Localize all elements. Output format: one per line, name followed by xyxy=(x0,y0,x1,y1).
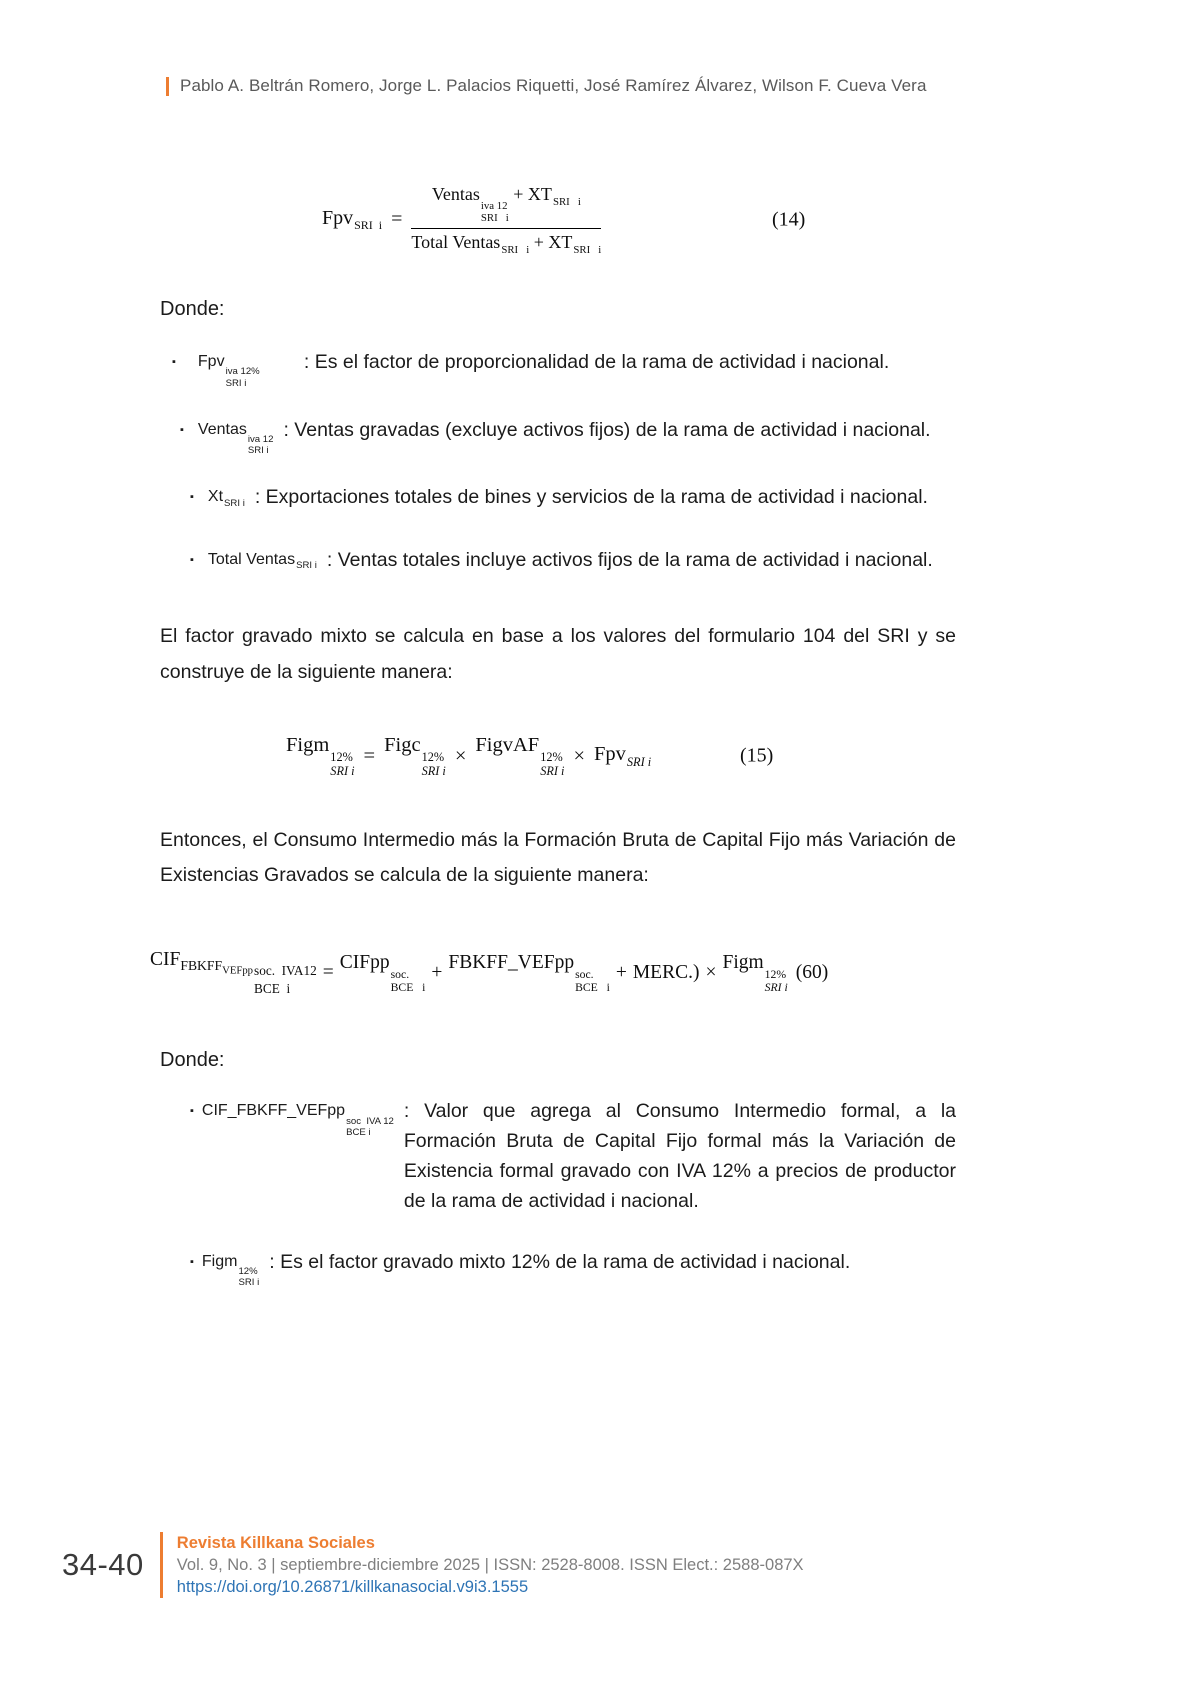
eq14-den-xt-sub: SRI i xyxy=(573,243,602,256)
eq14-number: (14) xyxy=(772,208,806,231)
equation-60 xyxy=(150,949,956,996)
eq15-figvaf-sup: 12% xyxy=(540,750,563,765)
eq60-cifpp-sub: BCE i xyxy=(390,980,426,994)
eq15-figc-base: Figc xyxy=(384,733,421,756)
equation-15 xyxy=(160,734,956,779)
footer-journal-name: Revista Killkana Sociales xyxy=(176,1534,375,1552)
eq14-num-xt: + XT xyxy=(513,184,552,204)
eq14-lhs xyxy=(322,207,382,233)
page-body xyxy=(150,184,956,1289)
eq60-cif-sub2: BCE i xyxy=(254,981,291,997)
term-sup: 12% xyxy=(238,1266,258,1278)
term-definition-fpv: : Es el factor de proporcionalidad de la rama de actividad i nacional. xyxy=(303,350,890,373)
eq14-num-sub: SRI i xyxy=(480,212,509,225)
term-sub: SRI i xyxy=(238,1277,260,1289)
eq60-plus-2: + xyxy=(615,962,627,984)
term-sub: SRI i xyxy=(296,560,317,572)
eq15-times-1: × xyxy=(454,744,467,767)
bullet-icon: ▪ xyxy=(190,553,194,566)
eq14-denominator xyxy=(411,229,601,256)
eq15-figc-scripts xyxy=(422,750,446,778)
eq15-figvaf xyxy=(475,734,564,779)
term-sub: BCE i xyxy=(346,1126,371,1138)
page-header xyxy=(166,76,1191,96)
term-symbol-xt xyxy=(208,482,245,518)
eq15-figvaf-sub: SRI i xyxy=(540,764,565,779)
equation-14 xyxy=(160,184,956,256)
eq15-figm-base: Figm xyxy=(286,733,330,756)
footer-info xyxy=(177,1532,804,1598)
eq15-figvaf-scripts xyxy=(540,750,564,778)
eq60-cifpp-sup: soc. xyxy=(390,967,410,981)
eq60-cif-base: CIF xyxy=(150,949,181,971)
section-label-donde-1: Donde: xyxy=(160,297,225,320)
eq14-lhs-base: Fpv xyxy=(322,206,354,229)
eq60-figm-sup: 12% xyxy=(764,967,787,981)
eq60-merc: MERC.) xyxy=(632,962,700,984)
term-scripts xyxy=(238,1266,259,1288)
eq60-fbkff-sup: soc. xyxy=(575,967,594,981)
term-definition-total-ventas: : Ventas totales incluye activos fijos de la rama de actividad i nacional. xyxy=(326,548,933,571)
eq15-fpv xyxy=(594,743,651,770)
definition-item-cif-fbkff xyxy=(160,1096,956,1217)
eq14-den-base: Total Ventas xyxy=(411,231,501,252)
term-sub: SRI i xyxy=(224,497,245,509)
eq15-figc-sub: SRI i xyxy=(421,764,446,779)
term-definition-figm: : Es el factor gravado mixto 12% de la rama de actividad i nacional. xyxy=(269,1250,851,1273)
term-sup: iva 12% xyxy=(225,366,260,378)
term-sup: iva 12 xyxy=(247,434,274,446)
eq60-plus-1: + xyxy=(431,962,443,984)
eq14-num-scripts xyxy=(481,200,509,225)
eq60-figm-base: Figm xyxy=(722,951,764,973)
eq14-num-xt-sub: SRI i xyxy=(552,195,581,208)
eq60-cif-scripts xyxy=(254,963,317,997)
term-base: CIF_FBKFF_VEFpp xyxy=(201,1101,346,1119)
eq60-fbkff-sub: BCE i xyxy=(575,980,610,994)
eq15-times-2: × xyxy=(573,744,585,767)
eq60-times: × xyxy=(705,962,717,984)
term-scripts xyxy=(226,366,260,388)
bullet-icon: ▪ xyxy=(190,491,194,504)
term-scripts xyxy=(346,1116,394,1138)
term-symbol-cif-fbkff xyxy=(202,1096,394,1138)
definition-item-fpv xyxy=(160,347,956,389)
header-accent-bar xyxy=(166,77,169,96)
eq60-cifpp-scripts xyxy=(391,968,426,995)
eq15-figm-sup: 12% xyxy=(330,750,353,765)
term-scripts xyxy=(248,434,274,456)
section-label-donde-2: Donde: xyxy=(160,1048,225,1071)
eq15-figc xyxy=(384,734,446,779)
eq15-figm-scripts xyxy=(330,750,354,778)
footer-issue-line: Vol. 9, No. 3 | septiembre-diciembre 2025 | ISSN: 2528-8008. ISSN Elect.: 2588-087X xyxy=(176,1556,804,1575)
term-definition-xt: : Exportaciones totales de bines y servicios de la rama de actividad i nacional. xyxy=(254,486,928,509)
paragraph-factor-gravado: El factor gravado mixto se calcula en base a los valores del formulario 104 del SRI y se construye de la siguiente manera: xyxy=(160,625,956,683)
definition-item-figm xyxy=(160,1247,956,1289)
eq14-equals: = xyxy=(391,208,403,231)
eq14-den-sub: SRI i xyxy=(501,243,530,256)
eq15-figm-sub: SRI i xyxy=(330,764,355,779)
eq60-fbkff xyxy=(448,952,609,995)
bullet-icon: ▪ xyxy=(172,355,176,368)
eq60-fbkff-scripts xyxy=(575,968,610,995)
header-authors: Pablo A. Beltrán Romero, Jorge L. Palacios Riquetti, José Ramírez Álvarez, Wilson F. Cueva Vera xyxy=(180,76,927,95)
eq60-cifpp xyxy=(340,952,426,995)
bullet-icon: ▪ xyxy=(190,1255,194,1268)
term-symbol-total-ventas xyxy=(208,545,317,581)
term-symbol-ventas xyxy=(198,415,274,457)
definition-item-ventas xyxy=(160,415,956,457)
eq15-figm xyxy=(286,734,355,779)
eq14-fraction xyxy=(411,184,601,256)
footer-doi-link[interactable]: https://doi.org/10.26871/killkanasocial.v9i3.1555 xyxy=(176,1578,529,1597)
eq15-figvaf-base: FigvAF xyxy=(475,733,540,756)
term-definition-ventas: : Ventas gravadas (excluye activos fijos) de la rama de actividad i nacional. xyxy=(283,418,931,441)
eq60-fbkff-base: FBKFF_VEFpp xyxy=(448,951,575,973)
term-symbol-figm xyxy=(202,1247,259,1289)
footer-accent-bar xyxy=(160,1532,163,1598)
term-sub: SRI i xyxy=(247,445,269,457)
eq15-fpv-base: Fpv xyxy=(594,742,626,765)
eq15-equals: = xyxy=(363,744,376,767)
term-base: Fpv xyxy=(197,352,225,370)
page-footer xyxy=(62,1532,804,1598)
eq60-cif-subsub: VEFpp xyxy=(222,965,254,978)
definition-item-total-ventas xyxy=(160,545,956,581)
footer-page-range: 34-40 xyxy=(62,1547,144,1583)
paragraph-entonces: Entonces, el Consumo Intermedio más la Formación Bruta de Capital Fijo más Variación de Existencias Gravados se calcula de la siguiente manera: xyxy=(160,828,956,886)
eq14-num-base: Ventas xyxy=(431,184,480,204)
eq60-cifpp-base: CIFpp xyxy=(339,951,390,973)
eq15-number: (15) xyxy=(740,744,774,767)
definition-item-xt xyxy=(160,482,956,518)
eq60-equals: = xyxy=(322,962,334,984)
eq60-cif-sub: FBKFF xyxy=(180,958,223,974)
term-definition-cif-fbkff: : Valor que agrega al Consumo Intermedio formal, a la Formación Bruta de Capital Fijo formal más la Variación de Existencia formal gravado con IVA 12% a precios de productor de la rama de actividad i nacional. xyxy=(403,1099,956,1213)
term-sup: soc IVA 12 xyxy=(346,1115,394,1127)
eq14-num-sup: iva 12 xyxy=(480,200,508,212)
eq14-lhs-sub: SRI i xyxy=(354,218,383,233)
eq14-numerator xyxy=(411,184,601,229)
eq15-fpv-sub: SRI i xyxy=(626,754,652,769)
term-sub: SRI i xyxy=(225,377,247,389)
eq60-figm xyxy=(722,952,787,995)
eq15-figc-sup: 12% xyxy=(421,750,445,765)
bullet-icon: ▪ xyxy=(180,423,184,436)
term-symbol-fpv xyxy=(198,347,294,389)
eq60-figm-scripts xyxy=(765,968,788,995)
eq60-cif-sup: soc. IVA12 xyxy=(254,963,317,979)
term-base: Ventas xyxy=(197,420,247,438)
eq60-cif xyxy=(150,949,317,996)
term-base: Xt xyxy=(207,488,224,506)
term-base: Total Ventas xyxy=(207,550,296,568)
eq14-den-xt: + XT xyxy=(533,231,573,252)
bullet-icon: ▪ xyxy=(190,1104,194,1117)
eq60-figm-sub: SRI i xyxy=(764,980,788,994)
term-base: Figm xyxy=(201,1252,238,1270)
eq60-number: (60) xyxy=(795,962,829,984)
